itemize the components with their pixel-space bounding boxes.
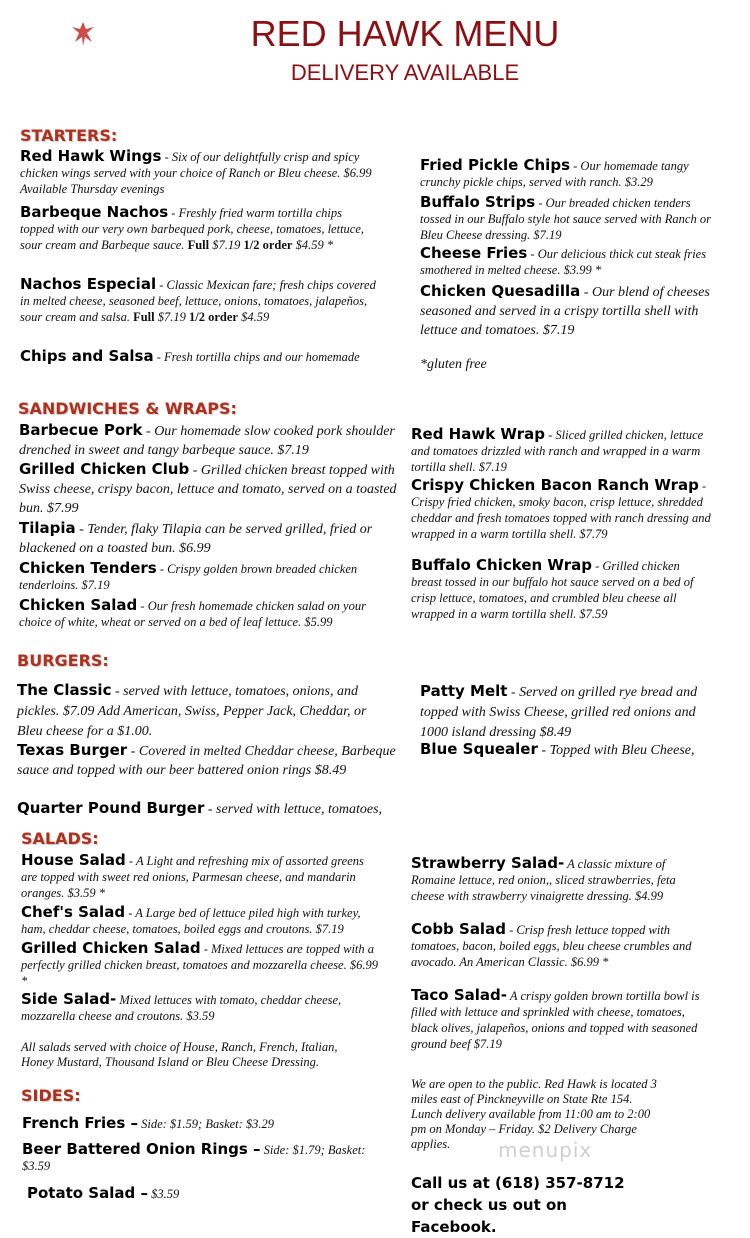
wrap-red-hawk: Red Hawk Wrap - Sliced grilled chicken, lettuce and tomatoes drizzled with ranch and wrapped in a warm tortilla shell. $7.19 [411, 425, 704, 474]
item-name: Side Salad- [21, 990, 117, 1008]
sandwich-grilled-chicken-club: Grilled Chicken Club - Grilled chicken breast topped with Swiss cheese, crispy bacon, lettuce and tomato, served on a toasted bun. $7.99 [19, 460, 397, 516]
item-desc: Freshly fried warm tortilla chips topped with our very own barbequed pork, cheese, tomatoes, lettuce, sour cream and Barbeque sauce. [20, 206, 365, 252]
salad-grilled-chicken: Grilled Chicken Salad - Mixed lettuces are topped with a perfectly grilled chicken breast, tomatoes and mozzarella cheese. $6.99 * [21, 939, 378, 988]
item-desc: $3.59 [151, 1187, 180, 1201]
burger-the-classic: The Classic - served with lettuce, tomatoes, onions, and pickles. $7.09 Add American, Swiss, Pepper Jack, Cheddar, or Bleu cheese for a $1.00. [17, 681, 367, 739]
item-desc: Side: $1.59; Basket: $3.29 [141, 1117, 275, 1131]
item-desc: Our breaded chicken tenders tossed in our Buffalo style hot sauce served with Ranch or Bleu Cheese dressing. $7.19 [420, 196, 711, 242]
item-desc: Crispy golden brown breaded chicken tenderloins. $7.19 [19, 562, 358, 592]
item-desc: Tender, flaky Tilapia can be served grilled, fried or blackened on a toasted bun. $6.99 [19, 522, 373, 556]
item-desc: Sliced grilled chicken, lettuce and tomatoes drizzled with ranch and wrapped in a warm tortilla shell. $7.19 [411, 428, 704, 474]
item-name: Fried Pickle Chips [420, 156, 570, 174]
item-desc: Fresh tortilla chips and our homemade [164, 350, 360, 364]
wrap-buffalo-chicken: Buffalo Chicken Wrap - Grilled chicken breast tossed in our buffalo hot sauce served on a bed of crisp lettuce, tomatoes, and crumbled bleu cheese all wrapped in a warm tortilla shell. $7.59 [411, 556, 694, 621]
item-desc: A crispy golden brown tortilla bowl is filled with lettuce and sprinkled with cheese, tomatoes, black olives, jalapeños, onions and topped with seasoned ground beef $7.19 [411, 989, 700, 1051]
sandwiches-heading: SANDWICHES & WRAPS: [18, 399, 237, 418]
starter-buffalo-strips: Buffalo Strips - Our breaded chicken tenders tossed in our Buffalo style hot sauce served with Ranch or Bleu Cheese dressing. $7.19 [420, 193, 711, 242]
item-desc: Topped with Bleu Cheese, [549, 743, 695, 758]
side-onion-rings [22, 1141, 382, 1174]
item-name: Grilled Chicken Salad [21, 939, 201, 957]
sandwich-chicken-tenders: Chicken Tenders - Crispy golden brown breaded chicken tenderloins. $7.19 [19, 559, 358, 592]
item-name: Buffalo Strips [420, 193, 536, 211]
sandwich-chicken-salad: Chicken Salad - Our fresh homemade chicken salad on your choice of white, wheat or served on a bed of leaf lettuce. $5.99 [19, 596, 366, 629]
item-desc: Our fresh homemade chicken salad on your choice of white, wheat or served on a bed of leaf lettuce. $5.99 [19, 599, 366, 629]
item-desc: Our homemade tangy crunchy pickle chips, served with ranch. $3.29 [420, 159, 689, 189]
side-potato-salad [27, 1185, 387, 1202]
sides-heading: SIDES: [21, 1086, 81, 1105]
item-desc: A Light and refreshing mix of assorted greens are topped with sweet red onions, Parmesan cheese, and mandarin oranges. $3.59 * [21, 854, 364, 900]
salad-side [21, 991, 381, 1024]
item-name: Cobb Salad [411, 920, 506, 938]
item-name: The Classic [17, 681, 112, 699]
item-desc: A Large bed of lettuce piled high with turkey, ham, cheddar cheese, tomatoes, boiled eggs and croutons. $7.19 [21, 906, 361, 936]
starter-red-hawk-wings: Red Hawk Wings - Six of our delightfully crisp and spicy chicken wings served with your choice of Ranch or Bleu cheese. $6.99 Available Thursday evenings [20, 147, 372, 196]
starter-chips-and-salsa: Chips and Salsa - Fresh tortilla chips and our homemade [20, 347, 360, 365]
item-name: Tilapia [19, 519, 76, 537]
item-desc: Six of our delightfully crisp and spicy chicken wings served with your choice of Ranch or Bleu cheese. $6.99 Available Thursday evenings [20, 150, 372, 196]
starters-heading: STARTERS: [20, 126, 118, 145]
item-name: Barbecue Pork [19, 421, 143, 439]
salad-house: House Salad - A Light and refreshing mix of assorted greens are topped with sweet red onions, Parmesan cheese, and mandarin oranges. $3.59 * [21, 851, 364, 900]
contact-info: Call us at (618) 357-8712 or check us out on Facebook. [411, 1174, 625, 1236]
item-name: Chips and Salsa [20, 347, 154, 365]
item-name: Buffalo Chicken Wrap [411, 556, 592, 574]
item-name: Chef's Salad [21, 903, 126, 921]
item-name: Chicken Salad [19, 596, 138, 614]
salad-cobb: Cobb Salad - Crisp fresh lettuce topped with tomatoes, bacon, boiled eggs, bleu cheese crumbles and avocado. An American Classic. $6.99 * [411, 920, 692, 969]
item-desc: Crisp fresh lettuce topped with tomatoes, bacon, boiled eggs, bleu cheese crumbles and avocado. An American Classic. $6.99 * [411, 923, 692, 969]
sandwich-barbecue-pork: Barbecue Pork - Our homemade slow cooked pork shoulder drenched in sweet and tangy barbeque sauce. $7.19 [19, 421, 395, 458]
item-name: Cheese Fries [420, 244, 528, 262]
item-name: Crispy Chicken Bacon Ranch Wrap [411, 476, 699, 494]
item-name: Quarter Pound Burger [17, 799, 205, 817]
salads-heading: SALADS: [21, 829, 99, 848]
side-french-fries [22, 1115, 392, 1132]
item-desc: Our blend of cheeses seasoned and served in a crispy tortilla shell with lettuce and tomatoes. $7.19 [420, 285, 710, 338]
burgers-heading: BURGERS: [17, 651, 109, 670]
menu-subtitle: DELIVERY AVAILABLE [290, 60, 520, 85]
menu-title: RED HAWK MENU [250, 13, 560, 54]
burger-blue-squealer: Blue Squealer - Topped with Bleu Cheese, [420, 740, 695, 758]
item-desc: A classic mixture of Romaine lettuce, red onion,, sliced strawberries, feta cheese with strawberry vinaigrette dressing. $4.99 [411, 857, 676, 903]
burger-patty-melt: Patty Melt - Served on grilled rye bread and topped with Swiss Cheese, grilled red onions and 1000 island dressing $8.49 [420, 682, 698, 740]
gluten-free-note: *gluten free [420, 357, 487, 372]
item-name: Red Hawk Wrap [411, 425, 545, 443]
item-desc: served with lettuce, tomatoes, [216, 802, 383, 817]
item-desc: Side: $1.79; Basket: $3.59 [22, 1143, 366, 1173]
item-desc: Grilled chicken breast topped with Swiss cheese, crispy bacon, lettuce and tomato, served on a toasted bun. $7.99 [19, 463, 397, 516]
item-name: Grilled Chicken Club [19, 460, 190, 478]
item-desc: Crispy fried chicken, smoky bacon, crisp lettuce, shredded cheddar and fresh tomatoes topped with ranch dressing and wrapped in a warm tortilla shell. $7.79 [411, 495, 711, 541]
sandwich-tilapia: Tilapia - Tender, flaky Tilapia can be served grilled, fried or blackened on a toasted bun. $6.99 [19, 519, 373, 556]
item-desc: Classic Mexican fare; fresh chips covered in melted cheese, seasoned beef, lettuce, onions, tomatoes, jalapeños, sour cream and salsa. [20, 278, 376, 324]
item-desc: Grilled chicken breast tossed in our buffalo hot sauce served on a bed of crisp lettuce, tomatoes, and crumbled bleu cheese all wrapped in a warm tortilla shell. $7.59 [411, 559, 694, 621]
salad-dressing-note: All salads served with choice of House, Ranch, French, Italian, Honey Mustard, Thousand Island or Bleu Cheese Dressing. [21, 1040, 338, 1069]
delivery-info: We are open to the public. Red Hawk is located 3 miles east of Pinckneyville on State Rte 154. Lunch delivery available from 11:00 am to 2:00 pm on Monday – Friday. $2 Delivery Charge applies. [411, 1077, 657, 1151]
burger-texas: Texas Burger - Covered in melted Cheddar cheese, Barbeque sauce and topped with our beer battered onion rings $8.49 [17, 741, 396, 778]
burger-quarter-pound: Quarter Pound Burger - served with lettuce, tomatoes, [17, 799, 383, 817]
item-desc: Mixed lettuces are topped with a perfectly grilled chicken breast, tomatoes and mozzarella cheese. $6.99 * [21, 942, 378, 988]
item-name: Potato Salad – [27, 1184, 148, 1202]
starter-cheese-fries: Cheese Fries - Our delicious thick cut steak fries smothered in melted cheese. $3.99 * [420, 244, 707, 277]
starter-fried-pickle-chips: Fried Pickle Chips - Our homemade tangy crunchy pickle chips, served with ranch. $3.29 [420, 156, 689, 189]
starter-barbeque-nachos: Barbeque Nachos - Freshly fried warm tortilla chips topped with our very own barbequed pork, cheese, tomatoes, lettuce, sour cream and Barbeque sauce. Full $7.19 1/2 order $4.59 * [20, 203, 365, 252]
item-name: Red Hawk Wings [20, 147, 162, 165]
salad-strawberry [411, 855, 711, 904]
item-name: Patty Melt [420, 682, 508, 700]
starter-chicken-quesadilla: Chicken Quesadilla - Our blend of cheeses seasoned and served in a crispy tortilla shell with lettuce and tomatoes. $7.19 [420, 282, 710, 338]
item-name: Nachos Especial [20, 275, 157, 293]
item-name: Taco Salad- [411, 986, 507, 1004]
starter-nachos-especial: Nachos Especial - Classic Mexican fare; fresh chips covered in melted cheese, seasoned beef, lettuce, onions, tomatoes, jalapeños, sour cream and salsa. Full $7.19 1/2 order $4.59 [20, 275, 376, 324]
item-name: Chicken Quesadilla [420, 282, 581, 300]
menupix-watermark: menupix [498, 1138, 593, 1162]
item-desc: Covered in melted Cheddar cheese, Barbeque sauce and topped with our beer battered onion rings $8.49 [17, 744, 396, 778]
item-desc: Mixed lettuces with tomato, cheddar cheese, mozzarella cheese and croutons. $3.59 [21, 993, 342, 1023]
item-desc: Our homemade slow cooked pork shoulder drenched in sweet and tangy barbeque sauce. $7.19 [19, 424, 395, 458]
item-name: French Fries – [22, 1114, 138, 1132]
item-name: Beer Battered Onion Rings – [22, 1140, 261, 1158]
item-name: Strawberry Salad- [411, 854, 565, 872]
salad-taco [411, 987, 711, 1052]
salad-chefs: Chef's Salad - A Large bed of lettuce piled high with turkey, ham, cheddar cheese, tomatoes, boiled eggs and croutons. $7.19 [21, 903, 361, 936]
item-desc: served with lettuce, tomatoes, onions, and pickles. $7.09 Add American, Swiss, Pepper Jack, Cheddar, or Bleu cheese for a $1.00. [17, 684, 367, 739]
wrap-crispy-chicken-bacon-ranch: Crispy Chicken Bacon Ranch Wrap - Crispy fried chicken, smoky bacon, crisp lettuce, shredded cheddar and fresh tomatoes topped with ranch dressing and wrapped in a warm tortilla shell. $7.79 [411, 476, 711, 541]
item-desc: Served on grilled rye bread and topped with Swiss Cheese, grilled red onions and 1000 island dressing $8.49 [420, 685, 698, 740]
item-name: House Salad [21, 851, 126, 869]
item-desc: Our delicious thick cut steak fries smothered in melted cheese. $3.99 * [420, 247, 707, 277]
item-name: Blue Squealer [420, 740, 538, 758]
item-name: Texas Burger [17, 741, 128, 759]
item-name: Barbeque Nachos [20, 203, 169, 221]
item-name: Chicken Tenders [19, 559, 157, 577]
